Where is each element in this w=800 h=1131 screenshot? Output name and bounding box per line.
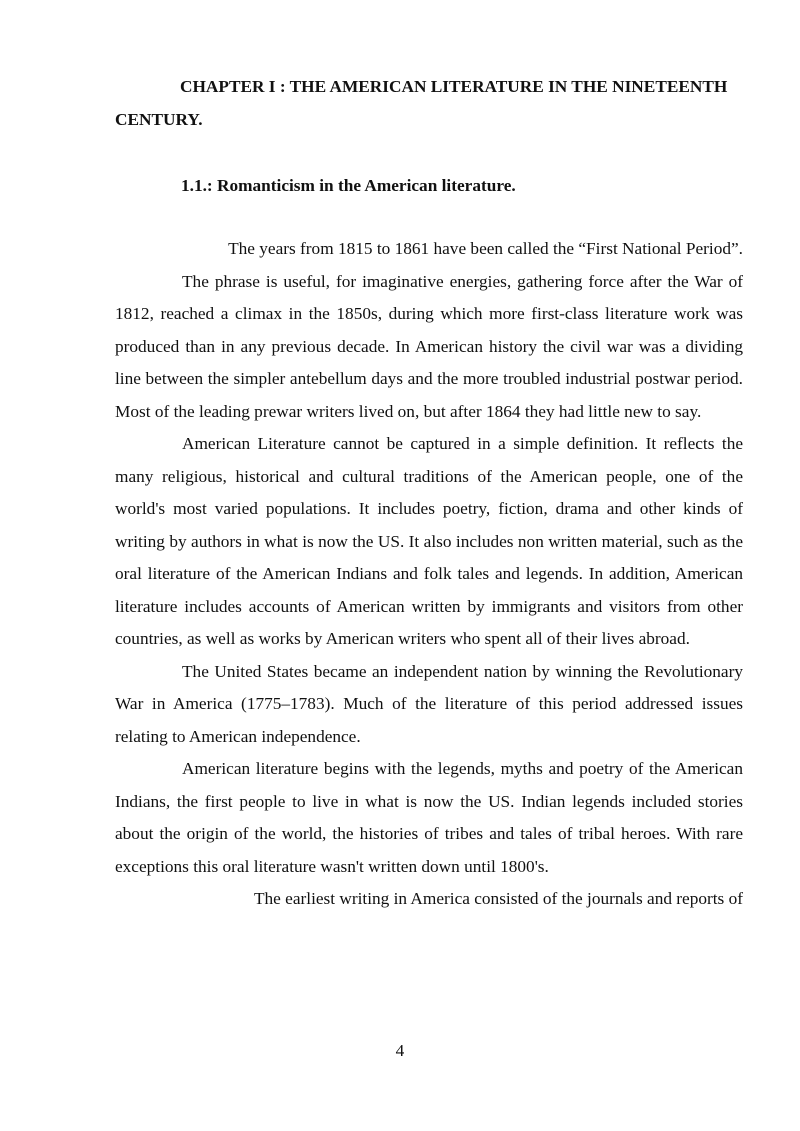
paragraph-1: The years from 1815 to 1861 have been called the “First National Period”. <box>228 239 743 258</box>
paragraph-3: American Literature cannot be captured in a simple definition. It reflects the many religious, historical and cultural traditions of the American people, one of the world's most varied populations. It includes poetry, fiction, drama and other kinds of writing by authors in what is now the US. It also includes non written material, such as the oral literature of the American Indians and folk tales and legends. In addition, American literature includes accounts of American written by immigrants and visitors from other countries, as well as works by American writers who spent all of their lives abroad. <box>115 434 743 648</box>
page-number: 4 <box>395 1041 405 1060</box>
paragraph-6: The earliest writing in America consisted of the journals and reports of <box>253 889 743 908</box>
chapter-title: CHAPTER I : THE AMERICAN LITERATURE IN THE NINETEENTH CENTURY. <box>115 77 728 129</box>
section-title: 1.1.: Romanticism in the American literature. <box>181 176 516 195</box>
paragraph-4: The United States became an independent nation by winning the Revolutionary War in America (1775–1783). Much of the literature of this period addressed issues relating to American independence. <box>115 661 743 746</box>
body-text <box>115 233 743 916</box>
paragraph-5: American literature begins with the legends, myths and poetry of the American Indians, the first people to live in what is now the US. Indian legends included stories about the origin of the world, the histories of tribes and tales of tribal heroes. With rare exceptions this oral literature wasn't written down until 1800's. <box>115 759 743 876</box>
paragraph-2: The phrase is useful, for imaginative energies, gathering force after the War of 1812, reached a climax in the 1850s, during which more first-class literature work was produced than in any previous decade. In American history the civil war was a dividing line between the simpler antebellum days and the more troubled industrial postwar period. Most of the leading prewar writers lived on, but after 1864 they had little new to say. <box>115 271 743 421</box>
